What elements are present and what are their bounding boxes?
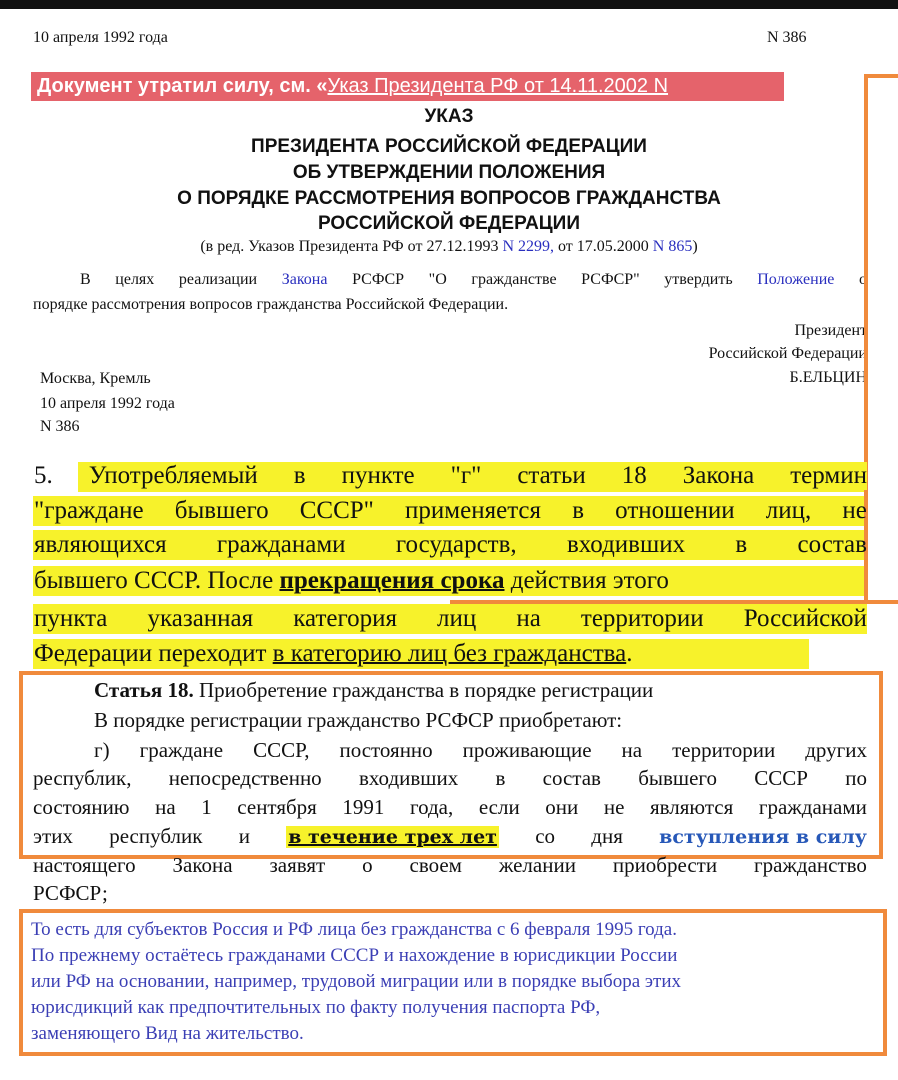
point5-line-1 <box>34 462 867 490</box>
a18-word: СССР, <box>253 738 310 762</box>
p5-word: "г" <box>450 462 482 489</box>
p5-word: Российской <box>743 605 867 632</box>
p5-word: категория <box>293 605 397 632</box>
frame-top-right <box>864 74 898 604</box>
p5-word: статьи <box>517 462 586 489</box>
a18-three-years: в течение трех лет <box>288 826 497 848</box>
p5-word: лиц, <box>765 497 812 524</box>
note-line-4: юрисдикций как предпочтительных по факту получения паспорта РФ, <box>31 997 601 1018</box>
p5-word: в <box>735 531 748 558</box>
a18-word: в <box>495 766 506 790</box>
signature-title-1: Президент <box>794 322 867 339</box>
p5-term-expiry: прекращения срока <box>279 567 505 594</box>
preamble-word: реализации <box>178 271 258 288</box>
a18-word: и <box>238 824 250 848</box>
point5-line-2 <box>34 497 867 525</box>
title-line-3: ОБ УТВЕРЖДЕНИИ ПОЛОЖЕНИЯ <box>292 162 606 183</box>
p5-text: Федерации переходит <box>34 640 273 667</box>
a18-word: территории <box>672 738 776 762</box>
a18-word: этих <box>33 824 73 848</box>
edition-text-2: от 17.05.2000 <box>554 238 653 255</box>
preamble-line-2: порядке рассмотрения вопросов гражданства Российской Федерации. <box>33 296 509 313</box>
article18-title-line <box>94 678 653 703</box>
preamble-word: целях <box>115 271 155 288</box>
p5-word: в <box>293 462 306 489</box>
top-bar <box>0 0 898 9</box>
a18-word: гражданами <box>758 795 867 819</box>
a18-word: непосредственно <box>168 766 322 790</box>
title-line-4: О ПОРЯДКЕ РАССМОТРЕНИЯ ВОПРОСОВ ГРАЖДАНСТВА <box>177 188 721 209</box>
point5-line-5 <box>34 605 867 633</box>
preamble-word: гражданстве <box>471 271 557 288</box>
note-line-5: заменяющего Вид на жительство. <box>31 1023 304 1044</box>
a18-word: желании <box>498 853 576 877</box>
a18-word: 1991 <box>342 795 385 819</box>
article18-title: Приобретение гражданства в порядке регистрации <box>193 678 654 702</box>
p5-text: бывшего СССР. После <box>34 567 280 594</box>
a18-word: дня <box>591 824 623 848</box>
point5-line-4 <box>34 567 867 595</box>
article18-line-2: В порядке регистрации гражданство РСФСР приобретают: <box>94 708 623 732</box>
preamble-word: о <box>858 271 867 288</box>
p5-word: СССР" <box>299 497 374 524</box>
a18-word: своем <box>409 853 462 877</box>
p5-text: . <box>626 640 633 667</box>
article18-line-7 <box>33 853 867 878</box>
preamble-word: РСФСР" <box>581 271 640 288</box>
a18-word: они <box>545 795 579 819</box>
a18-word: настоящего <box>33 853 136 877</box>
p5-stateless-category: в категорию лиц без гражданства <box>272 640 627 667</box>
a18-word: СССР <box>754 766 808 790</box>
a18-word: г) <box>94 738 110 762</box>
a18-word: других <box>805 738 867 762</box>
edition-link-865[interactable]: N 865 <box>652 238 693 255</box>
a18-word: постоянно <box>339 738 433 762</box>
frame-divider <box>450 600 898 604</box>
a18-word: Закона <box>172 853 233 877</box>
place-line-3: N 386 <box>40 418 80 435</box>
a18-word: входивших <box>358 766 459 790</box>
title-line-5: РОССИЙСКОЙ ФЕДЕРАЦИИ <box>317 213 580 234</box>
note-line-3: или РФ на основании, например, трудовой миграции или в порядке выбора этих <box>31 971 681 992</box>
p5-word: государств, <box>395 531 517 558</box>
note-line-1: То есть для субъектов Россия и РФ лица без гражданства с 6 февраля 1995 года. <box>31 919 677 940</box>
article18-line-3 <box>94 738 867 763</box>
preamble-word: "О <box>428 271 447 288</box>
p5-word: лиц <box>437 605 477 632</box>
p5-word: указанная <box>147 605 254 632</box>
place-line-2: 10 апреля 1992 года <box>40 395 175 412</box>
a18-word: года, <box>410 795 454 819</box>
banner-lead: Документ утратил силу, см. « <box>37 75 328 97</box>
a18-word: со <box>535 824 556 848</box>
preamble-line-1 <box>80 271 867 289</box>
a18-word: по <box>845 766 867 790</box>
p5-word: "граждане <box>34 497 144 524</box>
preamble-word: РСФСР <box>352 271 405 288</box>
regulation-link[interactable]: Положение <box>757 271 835 288</box>
a18-word: республик, <box>33 766 132 790</box>
p5-word: отношении <box>615 497 735 524</box>
p5-word: термин <box>790 462 867 489</box>
p5-word: 18 <box>621 462 647 489</box>
a18-word: 1 <box>201 795 212 819</box>
title-line-2: ПРЕЗИДЕНТА РОССИЙСКОЙ ФЕДЕРАЦИИ <box>251 136 647 157</box>
edition-link-2299[interactable]: N 2299, <box>502 238 554 255</box>
a18-word: не <box>603 795 625 819</box>
a18-word: на <box>621 738 643 762</box>
header-number: N 386 <box>767 29 807 46</box>
preamble-word: утвердить <box>664 271 733 288</box>
a18-word: являются <box>650 795 734 819</box>
a18-word: приобрести <box>612 853 718 877</box>
a18-word: на <box>155 795 176 819</box>
p5-word: Закона <box>682 462 755 489</box>
edition-note <box>0 238 898 256</box>
a18-word: состоянию <box>33 795 130 819</box>
p5-word: являющихся <box>34 531 167 558</box>
p5-word: гражданами <box>216 531 346 558</box>
place-line-1: Москва, Кремль <box>40 370 151 387</box>
a18-word: о <box>362 853 373 877</box>
a18-word: состав <box>542 766 601 790</box>
edition-text-1: (в ред. Указов Президента РФ от 27.12.1993 <box>200 238 503 255</box>
article18-label: Статья 18. <box>94 678 194 702</box>
article18-line-4 <box>33 766 867 791</box>
a18-entry-into-force: вступления в силу <box>659 826 867 848</box>
banner-link[interactable]: Указ Президента РФ от 14.11.2002 N <box>327 75 669 97</box>
a18-word: проживающие <box>462 738 592 762</box>
point5-line-3 <box>34 531 867 559</box>
article18-line-6 <box>33 824 867 849</box>
p5-word: на <box>516 605 541 632</box>
a18-word: сентября <box>237 795 317 819</box>
p5-word: пункта <box>34 605 108 632</box>
article18-line-8: РСФСР; <box>33 881 108 905</box>
edition-text-3: ) <box>692 238 698 255</box>
p5-text: действия этого <box>504 567 669 594</box>
p5-word: входивших <box>566 531 686 558</box>
a18-word: республик <box>109 824 203 848</box>
repeal-banner <box>31 72 784 101</box>
a18-word: если <box>478 795 520 819</box>
header-date: 10 апреля 1992 года <box>33 29 168 46</box>
p5-word: Употребляемый <box>88 462 258 489</box>
p5-word: территории <box>580 605 704 632</box>
article18-line-5 <box>33 795 867 820</box>
p5-word: 5. <box>34 462 53 489</box>
a18-word: гражданство <box>753 853 867 877</box>
p5-word: бывшего <box>174 497 269 524</box>
note-line-2: По прежнему остаётесь гражданами СССР и нахождение в юрисдикции России <box>31 945 678 966</box>
signature-name: Б.ЕЛЬЦИН <box>789 369 867 386</box>
p5-word: пункте <box>341 462 415 489</box>
title-ukaz: УКАЗ <box>424 106 474 127</box>
p5-word: применяется <box>405 497 542 524</box>
a18-word: заявят <box>269 853 326 877</box>
signature-title-2: Российской Федерации <box>708 345 867 362</box>
preamble-word: В <box>80 271 91 288</box>
p5-word: не <box>842 497 867 524</box>
point5-line-6 <box>34 640 632 668</box>
law-link[interactable]: Закона <box>281 271 328 288</box>
a18-word: граждане <box>139 738 224 762</box>
p5-word: состав <box>797 531 867 558</box>
a18-word: бывшего <box>638 766 718 790</box>
p5-word: в <box>572 497 584 524</box>
